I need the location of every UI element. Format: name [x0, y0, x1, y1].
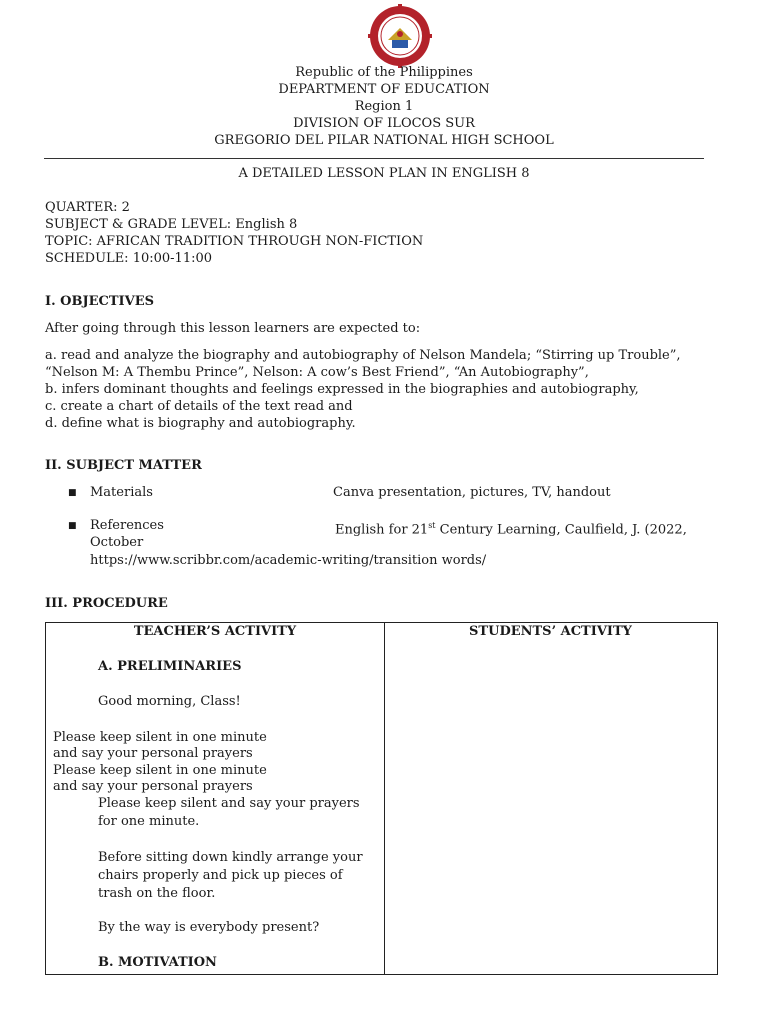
- references-value: English for 21st Century Learning, Caulfield, J. (2022,: [335, 521, 687, 538]
- subject-line: SUBJECT & GRADE LEVEL: English 8: [45, 217, 298, 232]
- arrange-line-3: trash on the floor.: [98, 886, 216, 901]
- topic-line: TOPIC: AFRICAN TRADITION THROUGH NON-FICTION: [45, 234, 424, 249]
- attendance-line: By the way is everybody present?: [98, 920, 320, 935]
- materials-label: Materials: [90, 485, 153, 500]
- objective-a-line1: a. read and analyze the biography and autobiography of Nelson Mandela; “Stirring up Trouble”,: [45, 348, 681, 363]
- references-url: https://www.scribbr.com/academic-writing/transition words/: [90, 553, 487, 568]
- objectives-heading: I. OBJECTIVES: [45, 294, 154, 309]
- objective-a-line2: “Nelson M: A Thembu Prince”, Nelson: A cow’s Best Friend”, “An Autobiography”,: [45, 365, 589, 380]
- document-title: A DETAILED LESSON PLAN IN ENGLISH 8: [238, 166, 530, 181]
- motivation-heading: B. MOTIVATION: [98, 955, 217, 970]
- materials-value: Canva presentation, pictures, TV, handout: [333, 485, 611, 500]
- bullet-icon: ■: [68, 488, 77, 498]
- objective-d: d. define what is biography and autobiography.: [45, 416, 356, 431]
- table-column-divider: [384, 623, 385, 974]
- objective-c: c. create a chart of details of the text read and: [45, 399, 353, 414]
- header-line-division: DIVISION OF ILOCOS SUR: [293, 116, 475, 131]
- prayer-line-2: and say your personal prayers: [53, 746, 253, 761]
- header-line-deped: DEPARTMENT OF EDUCATION: [278, 82, 490, 97]
- subject-matter-heading: II. SUBJECT MATTER: [45, 458, 202, 473]
- quarter-line: QUARTER: 2: [45, 200, 130, 215]
- objectives-intro: After going through this lesson learners are expected to:: [45, 321, 421, 336]
- prayer-line-4: and say your personal prayers: [53, 779, 253, 794]
- schedule-line: SCHEDULE: 10:00-11:00: [45, 251, 213, 266]
- references-continued: October: [90, 535, 144, 550]
- procedure-heading: III. PROCEDURE: [45, 596, 168, 611]
- deped-seal-logo: [368, 4, 432, 68]
- prayer-line-3: Please keep silent in one minute: [53, 763, 267, 778]
- teacher-activity-header: TEACHER’S ACTIVITY: [133, 624, 297, 639]
- arrange-line-1: Before sitting down kindly arrange your: [98, 850, 363, 865]
- procedure-table: [45, 622, 718, 975]
- students-activity-header: STUDENTS’ ACTIVITY: [469, 624, 632, 639]
- prayer-line-1: Please keep silent in one minute: [53, 730, 267, 745]
- prayer-line-5: Please keep silent and say your prayers: [98, 796, 360, 811]
- prayer-line-6: for one minute.: [98, 814, 200, 829]
- objective-b: b. infers dominant thoughts and feelings expressed in the biographies and autobiography,: [45, 382, 639, 397]
- references-label: References: [90, 518, 164, 533]
- arrange-line-2: chairs properly and pick up pieces of: [98, 868, 343, 883]
- header-line-republic: Republic of the Philippines: [295, 65, 473, 80]
- bullet-icon: ■: [68, 521, 77, 531]
- greeting-line: Good morning, Class!: [98, 694, 241, 709]
- header-line-school: GREGORIO DEL PILAR NATIONAL HIGH SCHOOL: [214, 133, 554, 148]
- preliminaries-heading: A. PRELIMINARIES: [98, 659, 242, 674]
- header-divider: [44, 158, 704, 159]
- header-line-region: Region 1: [354, 99, 414, 114]
